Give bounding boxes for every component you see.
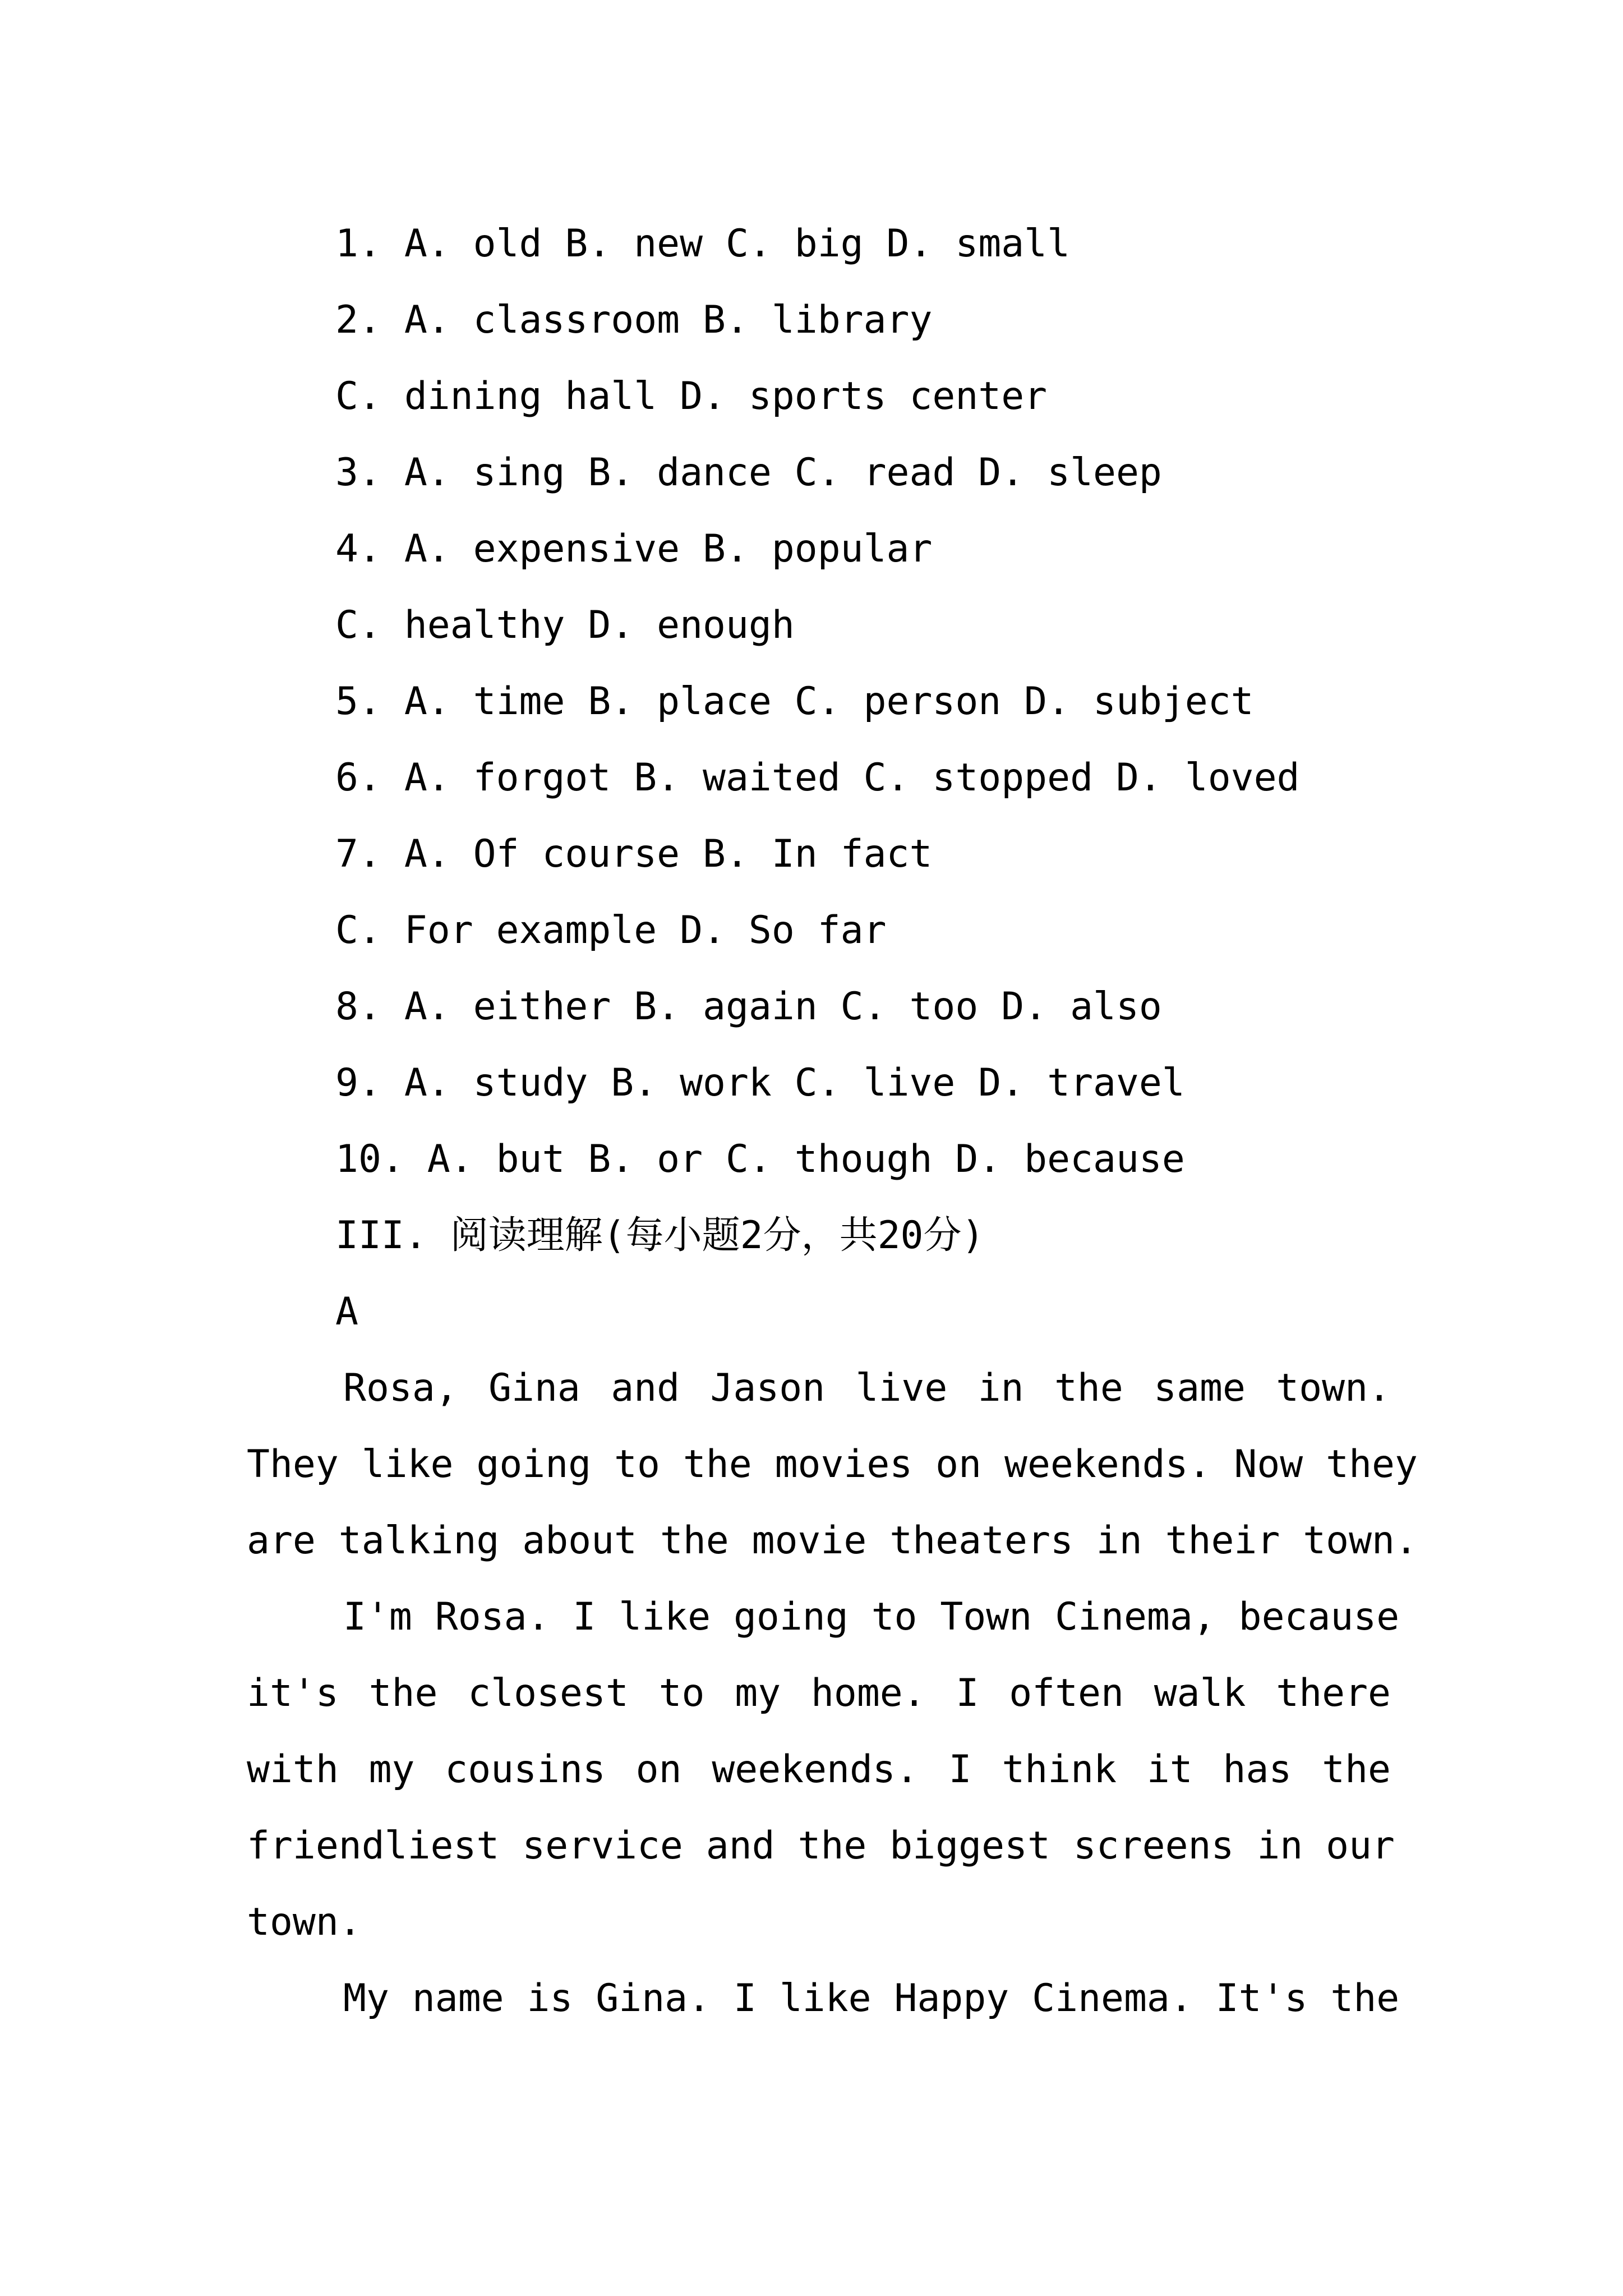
paragraph-2-line-3: with my cousins on weekends. I think it has the xyxy=(247,1747,1391,1792)
option-line-5: 4. A. expensive B. popular xyxy=(335,527,933,571)
paragraph-2-line-5: town. xyxy=(247,1900,362,1944)
section-heading: III. 阅读理解(每小题2分，共20分) xyxy=(335,1213,985,1258)
paragraph-2-line-2: it's the closest to my home. I often walk there xyxy=(247,1671,1391,1715)
passage-label: A xyxy=(335,1290,358,1334)
option-line-13: 10. A. but B. or C. though D. because xyxy=(335,1137,1185,1181)
option-line-6: C. healthy D. enough xyxy=(335,603,795,647)
option-line-3: C. dining hall D. sports center xyxy=(335,374,1048,418)
option-line-2: 2. A. classroom B. library xyxy=(335,298,933,342)
paragraph-2-line-4: friendliest service and the biggest screens in our xyxy=(247,1824,1395,1868)
option-line-4: 3. A. sing B. dance C. read D. sleep xyxy=(335,450,1162,495)
option-line-1: 1. A. old B. new C. big D. small xyxy=(335,222,1071,266)
option-line-10: C. For example D. So far xyxy=(335,908,887,953)
paragraph-1-line-1: Rosa, Gina and Jason live in the same town. xyxy=(343,1366,1391,1410)
option-line-12: 9. A. study B. work C. live D. travel xyxy=(335,1061,1185,1105)
option-line-7: 5. A. time B. place C. person D. subject xyxy=(335,679,1254,724)
option-line-9: 7. A. Of course B. In fact xyxy=(335,832,933,876)
paragraph-1-line-3: are talking about the movie theaters in their town. xyxy=(247,1519,1418,1563)
option-line-11: 8. A. either B. again C. too D. also xyxy=(335,984,1162,1029)
paragraph-3-line-1: My name is Gina. I like Happy Cinema. It's the xyxy=(343,1976,1400,2021)
option-line-8: 6. A. forgot B. waited C. stopped D. loved xyxy=(335,756,1300,800)
paragraph-2-line-1: I'm Rosa. I like going to Town Cinema, because xyxy=(343,1595,1400,1639)
paragraph-1-line-2: They like going to the movies on weekends. Now they xyxy=(247,1442,1418,1487)
